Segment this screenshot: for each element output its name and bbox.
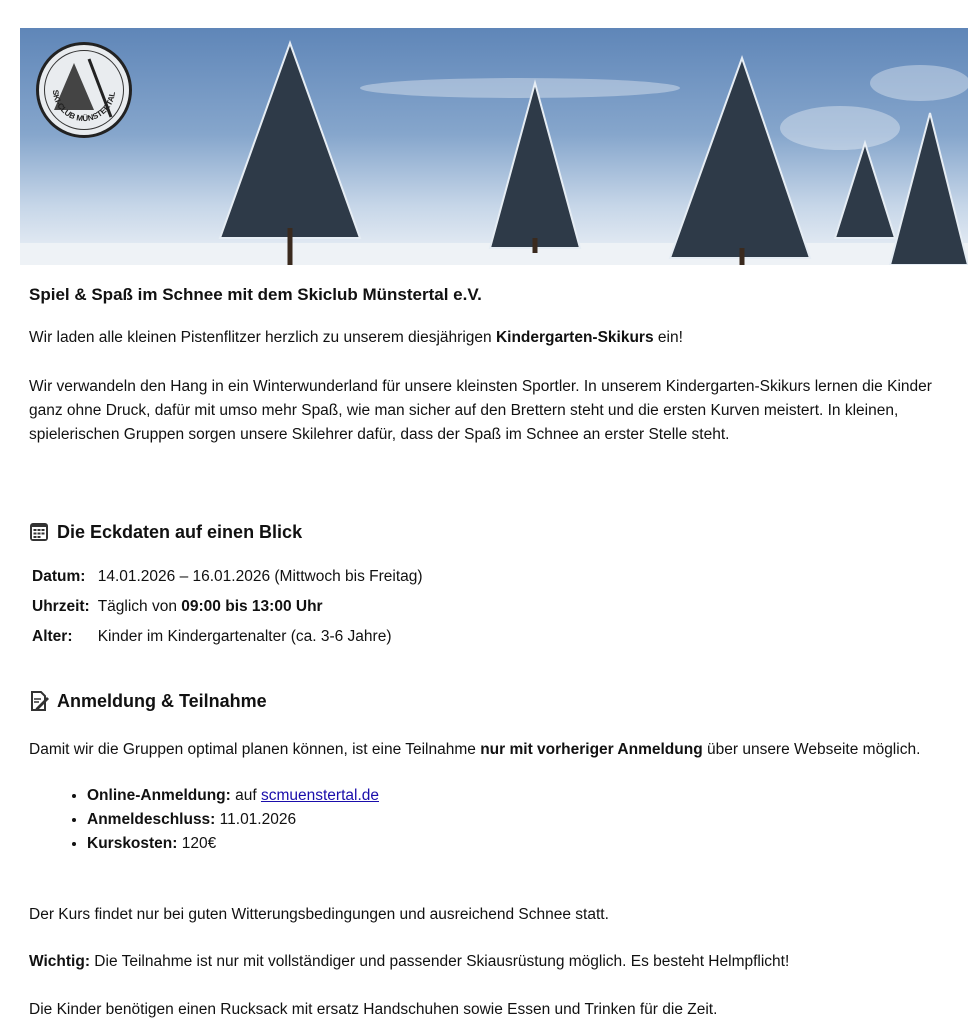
- table-row: Alter: Kinder im Kindergartenalter (ca. 3-6 Jahre): [32, 628, 392, 645]
- list-item: • Online-Anmeldung: auf scmuenstertal.de: [87, 784, 938, 808]
- backpack-note: Die Kinder benötigen einen Rucksack mit ersatz Handschuhen sowie Essen und Trinken für die Zeit.: [29, 1001, 718, 1018]
- table-row: Datum: 14.01.2026 – 16.01.2026 (Mittwoch bis Freitag): [32, 568, 423, 585]
- facts-table: [28, 562, 427, 652]
- registration-section: [29, 689, 938, 856]
- calendar-icon: [29, 522, 49, 542]
- registration-list: [29, 784, 938, 856]
- important-note: Wichtig: Die Teilnahme ist nur mit vollständiger und passender Skiausrüstung möglich. Es besteht Helmpflicht!: [29, 953, 790, 970]
- snowy-trees-illustration: [20, 28, 968, 265]
- registration-link[interactable]: scmuenstertal.de: [260, 787, 379, 804]
- header-banner-image: [20, 28, 968, 265]
- svg-text:SKI-CLUB MÜNSTERTAL: SKI-CLUB MÜNSTERTAL: [50, 89, 117, 124]
- description-paragraph: Wir verwandeln den Hang in ein Winterwunderland für unsere kleinsten Sportler. In unserem Kindergarten-Skikurs lernen die Kinder ganz ohne Druck, dafür mit umso mehr Spaß, wie man sicher auf den Brettern steht und die ersten Kurven meistert. In kleinen, spielerischen Gruppen sorgen unsere Skilehrer dafür, dass der Spaß im Schnee an erster Stelle steht.: [29, 378, 932, 443]
- weather-note: Der Kurs findet nur bei guten Witterungsbedingungen und ausreichend Schnee statt.: [29, 906, 609, 923]
- registration-text: Damit wir die Gruppen optimal planen können, ist eine Teilnahme nur mit vorheriger Anmeldung über unsere Webseite möglich.: [29, 741, 921, 758]
- table-row: Uhrzeit: Täglich von 09:00 bis 13:00 Uhr: [32, 598, 323, 615]
- registration-heading: Anmeldung & Teilnahme: [29, 689, 938, 713]
- facts-section: [29, 520, 938, 652]
- edit-document-icon: [29, 691, 49, 711]
- intro-paragraph: Wir laden alle kleinen Pistenflitzer herzlich zu unserem diesjährigen Kindergarten-Skikurs ein!: [29, 329, 683, 346]
- list-item: • Kurskosten: 120€: [87, 832, 938, 856]
- facts-heading: Die Eckdaten auf einen Blick: [29, 520, 938, 544]
- skiclub-logo: [36, 42, 132, 138]
- page-title: Spiel & Spaß im Schnee mit dem Skiclub Münstertal e.V.: [29, 285, 482, 304]
- list-item: • Anmeldeschluss: 11.01.2026: [87, 808, 938, 832]
